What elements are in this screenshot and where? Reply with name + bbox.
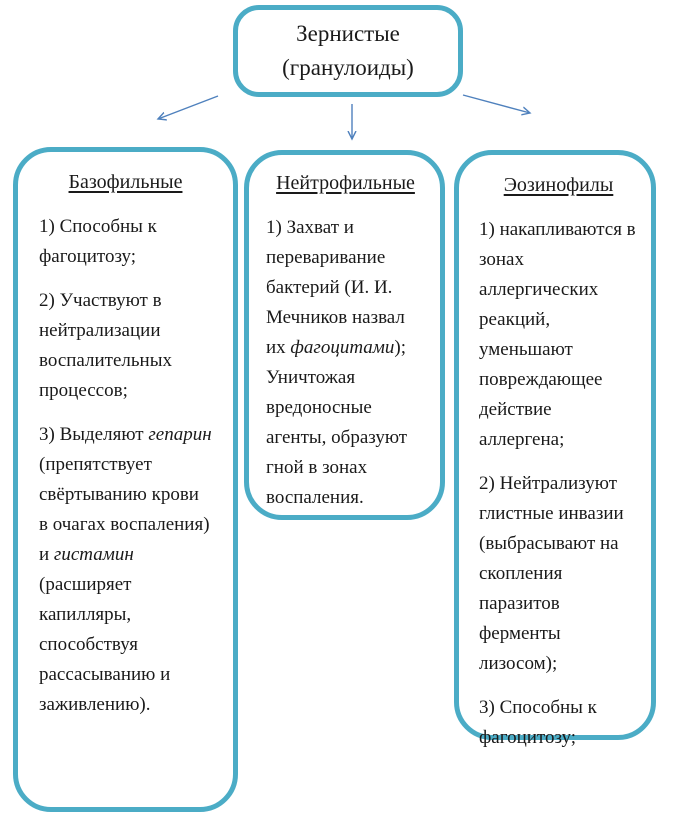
- eosinophils-body: [479, 215, 638, 753]
- arrow-down-left-icon: [158, 96, 218, 119]
- granulocytes-title-line-1: Зернистые: [296, 21, 400, 46]
- paragraph: 2) Нейтрализуют глистные инвазии (выбрасывают на скопления паразитов ферменты лизосом);: [479, 473, 624, 674]
- paragraph: 3) Способны к фагоцитозу;: [479, 697, 597, 748]
- neutrophils-title: Нейтрофильные: [276, 172, 415, 194]
- paragraph: 1) Способны к фагоцитозу;: [39, 216, 157, 267]
- paragraph: 1) накапливаются в зонах аллергических реакций, уменьшают повреждающее действие аллергена;: [479, 219, 636, 450]
- node-neutrophils: [244, 150, 445, 520]
- paragraph: 2) Участвуют в нейтрализации воспалительных процессов;: [39, 290, 172, 401]
- arrow-down-right-icon: [463, 95, 530, 113]
- node-eosinophils: [454, 150, 656, 748]
- basophils-title: Базофильные: [68, 171, 183, 193]
- paragraph: 3) Выделяют гепарин (препятствует свёртыванию крови в очагах воспаления) и гистамин (расширяет капилляры, способствуя рассасыванию и заживлению).: [39, 424, 212, 715]
- neutrophils-body: [266, 213, 425, 513]
- paragraph: 1) Захват и переваривание бактерий (И. И. Мечников назвал их фагоцитами); Уничтожая вредоносные агенты, образуют гной в зонах воспаления.: [266, 217, 408, 508]
- node-basophils: [13, 147, 238, 812]
- basophils-body: [39, 212, 212, 720]
- granulocytes-title-line-2: (гранулоиды): [282, 55, 414, 80]
- node-granulocytes: [233, 5, 463, 97]
- eosinophils-title: Эозинофилы: [503, 174, 614, 196]
